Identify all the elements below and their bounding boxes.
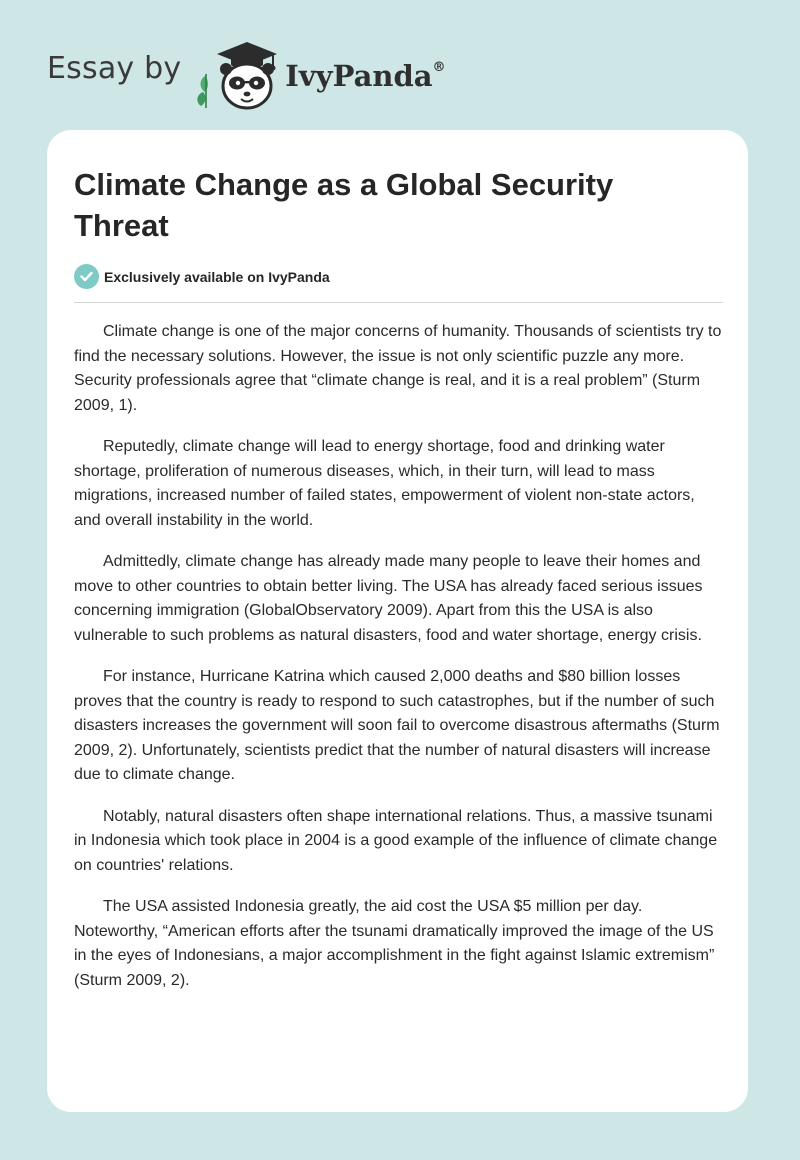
check-circle-icon xyxy=(74,264,99,289)
paragraph-4: For instance, Hurricane Katrina which caused 2,000 deaths and $80 billion losses proves that the country is ready to respond to such catastrophes, but if the number of such disasters increases the government will soon fail to overcome disastrous aftermaths (Sturm 2009, 2). Unfortunately, scientists predict that the number of natural disasters will increase due to climate change. xyxy=(74,668,720,783)
essay-card xyxy=(47,130,748,1112)
page-title: Climate Change as a Global Security Threat xyxy=(74,167,614,243)
brand-label: IvyPanda xyxy=(285,59,433,93)
exclusive-label: Exclusively available on IvyPanda xyxy=(104,268,330,285)
essay-by-label: Essay by xyxy=(47,50,182,86)
paragraph-3: Admittedly, climate change has already made many people to leave their homes and move to other countries to obtain better living. The USA has already faced serious issues concerning immigration (GlobalObservatory 2009). Apart from this the USA is also vulnerable to such problems as natural disasters, food and water shortage, energy crisis. xyxy=(74,553,703,644)
site-header xyxy=(47,36,446,112)
paragraph-1: Climate change is one of the major concerns of humanity. Thousands of scientists try to find the necessary solutions. However, the issue is not only scientific puzzle any more. Security professionals agree that “climate change is real, and it is a real problem” (Sturm 2009, 1). xyxy=(74,323,722,414)
paragraph-6: The USA assisted Indonesia greatly, the aid cost the USA $5 million per day. Noteworthy, “American efforts after the tsunami dramatically improved the image of the US in the eyes of Indonesians, a major accomplishment in the fight against Islamic extremism” (Sturm 2009, 2). xyxy=(74,898,715,989)
essay-body xyxy=(74,320,724,1010)
divider xyxy=(74,302,723,303)
paragraph-2: Reputedly, climate change will lead to energy shortage, food and drinking water shortage, proliferation of numerous diseases, which, in their turn, will lead to mass migrations, increased number of failed states, empowerment of violent non-state actors, and overall instability in the world. xyxy=(74,438,695,529)
registered-mark: ® xyxy=(432,60,446,76)
panda-graduate-logo-icon[interactable] xyxy=(195,36,281,112)
exclusive-badge xyxy=(74,264,330,289)
paragraph-5: Notably, natural disasters often shape international relations. Thus, a massive tsunami in Indonesia which took place in 2004 is a good example of the influence of climate change on countries' relations. xyxy=(74,807,718,874)
brand-name[interactable] xyxy=(285,59,445,93)
